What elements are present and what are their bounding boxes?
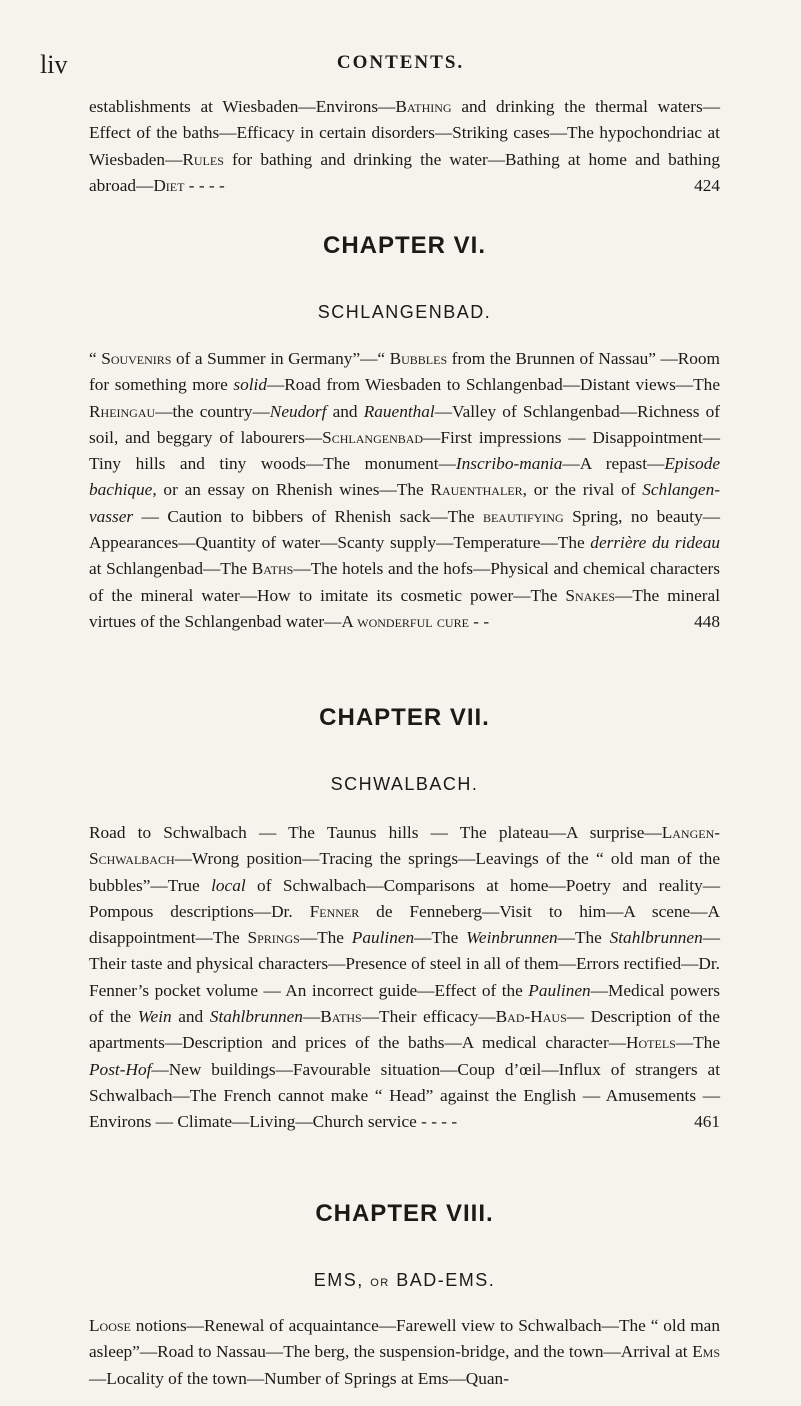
- text-run: —The: [299, 928, 352, 948]
- text-run: —The mineral virtues of the Schlangenbad water—A: [89, 585, 720, 631]
- text-run: - - - -: [184, 175, 225, 195]
- text-run: —A repast—: [562, 454, 665, 474]
- text-run: —: [302, 1007, 321, 1027]
- chapter-7-heading-block: [89, 704, 720, 732]
- text-run: —New buildings—Favourable situation—Coup d’œil—Influx of strangers at Schwalbach—The French cannot make “ Head” against the English — Amusements — Environs — Climate—Living—Church service - - - -: [89, 1059, 720, 1132]
- chapter-heading: CHAPTER VII.: [319, 704, 490, 731]
- text-run: —The: [414, 928, 467, 948]
- text-run: Rheingau: [89, 401, 156, 421]
- chapter-title-part: BAD-EMS.: [389, 1270, 496, 1290]
- text-run: —First impressions — Disappointment—Tiny hills and tiny woods—The monument—: [89, 427, 721, 474]
- text-run: —the country—: [155, 401, 270, 421]
- text-run: Rules: [182, 149, 224, 169]
- text-run: —Road from Wiesbaden to Schlangenbad—Distant views—The: [266, 375, 720, 395]
- text-run: Bad-Haus: [495, 1007, 567, 1027]
- text-run: —Their efficacy—: [361, 1007, 496, 1027]
- chapter-8-heading-block: [89, 1200, 720, 1228]
- chapter-6-heading-block: [89, 232, 720, 260]
- text-run: Bubbles: [389, 349, 448, 368]
- chapter-title: SCHWALBACH.: [330, 774, 479, 794]
- chapter-7-title-block: [89, 774, 720, 795]
- text-run: establishments at Wiesbaden—Environs—: [89, 97, 396, 116]
- text-run: solid: [233, 375, 267, 395]
- text-run: Hotels: [626, 1033, 676, 1053]
- text-run: derrière du rideau: [590, 533, 720, 553]
- page-ref: 448: [694, 611, 720, 631]
- text-run: at Schlangenbad—The: [89, 559, 252, 579]
- text-run: Springs: [247, 928, 300, 948]
- text-run: of a Summer in Germany”—“: [171, 349, 390, 368]
- text-run: , or the rival of: [522, 480, 643, 500]
- text-run: Schlangenbad: [322, 427, 424, 447]
- chapter-summary: [89, 1313, 720, 1392]
- text-run: Stahlbrunnen: [209, 1007, 303, 1027]
- page-ref: 424: [694, 175, 720, 195]
- text-run: , or an essay on Rhenish wines—The: [152, 480, 431, 500]
- text-run: Ems: [692, 1342, 720, 1362]
- text-run: of Schwalbach—Comparisons at home—Poetry and reality—Pompous descriptions—Dr.: [89, 875, 720, 921]
- text-run: Stahlbrunnen: [609, 928, 703, 948]
- text-run: Baths: [251, 559, 294, 579]
- text-run: and: [326, 401, 364, 421]
- running-title: CONTENTS.: [336, 52, 465, 73]
- text-run: beautifying: [482, 506, 564, 526]
- page-number: liv: [40, 50, 68, 79]
- chapter-title: [89, 1270, 720, 1291]
- page-ref: 461: [694, 1112, 720, 1132]
- running-head: [40, 50, 761, 80]
- text-run: —Valley of Schlangenbad—Richness of soil, and beggary of labourers—: [89, 401, 720, 447]
- chapter-7-entry: [89, 820, 720, 1136]
- text-run: —The hotels and the hofs—Physical and chemical characters of the mineral water—How to imitate its cosmetic power—The: [89, 559, 721, 605]
- chapter-heading: CHAPTER VI.: [322, 232, 486, 259]
- text-run: Post-Hof: [89, 1059, 152, 1079]
- text-run: from the Brunnen of Nassau” —Room for something more: [89, 349, 720, 395]
- chapter-title-part: or: [370, 1273, 390, 1290]
- text-run: - -: [468, 611, 490, 631]
- text-run: wonderful cure: [357, 611, 469, 631]
- text-run: Souvenirs: [101, 349, 172, 368]
- text-run: Inscribo-mania: [455, 454, 563, 474]
- text-run: Weinbrunnen: [466, 928, 558, 948]
- text-run: for bathing and drinking the water—Bathing at home and bathing abroad—: [89, 149, 720, 195]
- text-run: and: [171, 1007, 210, 1027]
- text-run: Episode bachique: [89, 454, 721, 500]
- intro-paragraph: [89, 94, 720, 199]
- chapter-title: SCHLANGENBAD.: [317, 302, 492, 322]
- text-run: Baths: [320, 1007, 362, 1027]
- text-run: —Medical powers of the: [89, 980, 720, 1027]
- chapter-summary: [89, 820, 720, 1136]
- text-run: Schlangen-vasser: [89, 480, 720, 526]
- text-run: Spring, no beauty—Appearances—Quantity of water—Scanty supply—Temperature—The: [89, 506, 720, 553]
- chapter-heading: CHAPTER VIII.: [315, 1200, 494, 1227]
- text-run: —Their taste and physical characters—Presence of steel in all of them—Errors rectified—Dr. Fenner’s pocket volume — An incorrect guide—Effect of the: [89, 928, 721, 1000]
- text-run: Road to Schwalbach — The Taunus hills — The plateau—A surprise—: [89, 823, 662, 842]
- text-run: Wein: [137, 1007, 172, 1027]
- chapter-6-entry: [89, 346, 720, 635]
- chapter-title-part: EMS,: [313, 1270, 371, 1290]
- text-run: — Caution to bibbers of Rhenish sack—The: [133, 506, 483, 526]
- text-run: “: [89, 349, 102, 368]
- text-run: Langen-Schwalbach: [89, 823, 720, 869]
- text-run: notions—Renewal of acquaintance—Farewell view to Schwalbach—The “ old man asleep”—Road to Nassau—The berg, the suspension-bridge, and the town—Arrival at: [89, 1316, 720, 1362]
- text-run: Snakes: [565, 585, 616, 605]
- text-run: —Locality of the town—Number of Springs at Ems—Quan-: [89, 1368, 509, 1388]
- text-run: Diet: [153, 175, 185, 195]
- text-run: Neudorf: [269, 401, 327, 421]
- text-run: Rauenthal: [363, 401, 435, 421]
- text-run: Bathing: [395, 97, 452, 116]
- intro-entry: [89, 94, 720, 199]
- text-run: — Description of the apartments—Description and prices of the baths—A medical character—: [89, 1007, 720, 1053]
- text-run: Paulinen: [528, 980, 591, 1000]
- text-run: Paulinen: [351, 928, 415, 948]
- text-run: Loose: [89, 1316, 131, 1335]
- chapter-8-title-block: [89, 1270, 720, 1291]
- chapter-8-entry: [89, 1313, 720, 1392]
- text-run: de Fenneberg—Visit to him—A scene—A disappointment—The: [89, 901, 720, 948]
- chapter-6-title-block: [89, 302, 720, 323]
- text-run: Rauenthaler: [430, 480, 523, 500]
- text-run: and drinking the thermal waters—Effect of the baths—Efficacy in certain disorders—Striking cases—The hypochondriac at Wiesbaden—: [89, 97, 720, 169]
- text-run: —The: [557, 928, 610, 948]
- chapter-summary: [89, 346, 720, 635]
- text-run: local: [211, 875, 246, 895]
- text-run: —Wrong position—Tracing the springs—Leavings of the “ old man of the bubbles”—True: [89, 849, 720, 895]
- text-run: Fenner: [309, 901, 360, 921]
- text-run: —The: [675, 1033, 720, 1053]
